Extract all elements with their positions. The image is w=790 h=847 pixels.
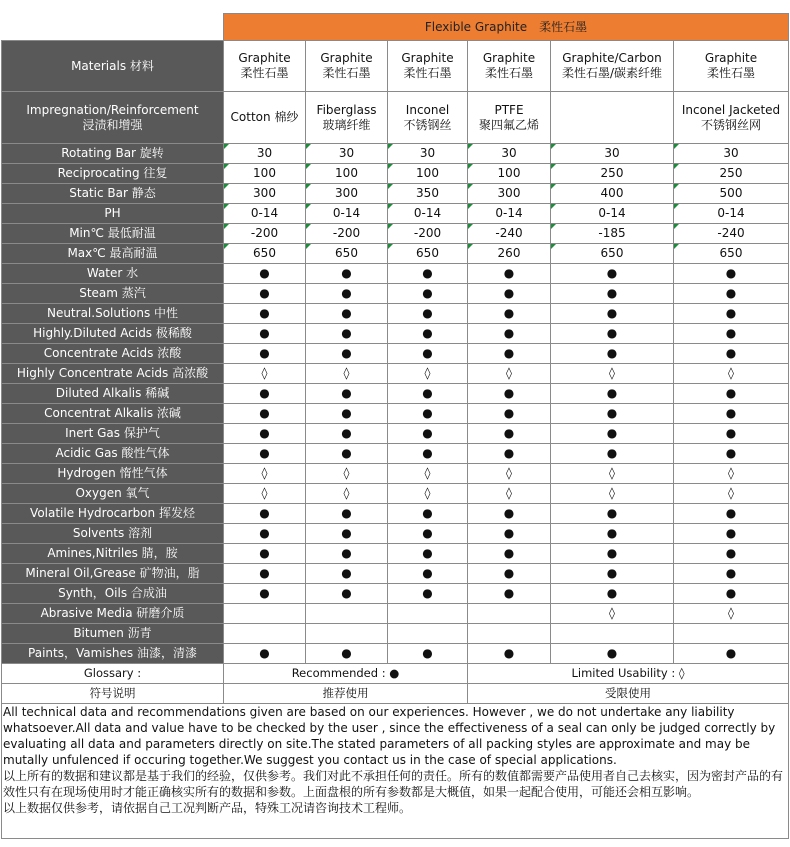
value-cell bbox=[224, 604, 306, 624]
value-cell: ● bbox=[468, 344, 551, 364]
row-label: Hydrogen 惰性气体 bbox=[2, 464, 224, 484]
value-cell: ● bbox=[306, 284, 388, 304]
value-cell: ◊ bbox=[388, 464, 468, 484]
material-cn: 柔性石墨 bbox=[707, 66, 756, 80]
value-cell: ● bbox=[224, 264, 306, 284]
value-cell: ● bbox=[551, 324, 674, 344]
media-row bbox=[2, 544, 789, 564]
reinforcement-en: Inconel Jacketed bbox=[681, 102, 781, 117]
value-cell: ● bbox=[388, 564, 468, 584]
value-cell: ◊ bbox=[388, 484, 468, 504]
value-cell: -240 bbox=[468, 224, 551, 244]
reinforcement-cell bbox=[388, 92, 468, 144]
value-cell: ◊ bbox=[551, 464, 674, 484]
value-cell: ● bbox=[306, 564, 388, 584]
value-cell: ● bbox=[468, 404, 551, 424]
value-cell: ● bbox=[468, 584, 551, 604]
row-label: Concentrate Acids 浓酸 bbox=[2, 344, 224, 364]
row-label: Bitumen 沥青 bbox=[2, 624, 224, 644]
row-label: Concentrat Alkalis 浓碱 bbox=[2, 404, 224, 424]
value-cell: ● bbox=[674, 564, 789, 584]
material-cn: 柔性石墨 bbox=[240, 66, 289, 80]
value-cell: ● bbox=[468, 564, 551, 584]
value-cell: ● bbox=[388, 384, 468, 404]
value-cell bbox=[551, 624, 674, 644]
value-cell: ◊ bbox=[674, 364, 789, 384]
media-row bbox=[2, 324, 789, 344]
material-en: Graphite bbox=[320, 51, 373, 65]
value-cell: ● bbox=[468, 324, 551, 344]
param-row bbox=[2, 144, 789, 164]
value-cell: 250 bbox=[674, 164, 789, 184]
value-cell: ● bbox=[224, 564, 306, 584]
value-cell: 400 bbox=[551, 184, 674, 204]
material-cn: 柔性石墨 bbox=[403, 66, 452, 80]
glossary-limited: Limited Usability : ◊ bbox=[468, 664, 789, 684]
reinforcement-cn: 聚四氟乙烯 bbox=[478, 117, 539, 132]
value-cell: ● bbox=[306, 324, 388, 344]
row-label-impregnation: Impregnation/Reinforcement 浸渍和增强 bbox=[2, 92, 224, 144]
value-cell: 0-14 bbox=[674, 204, 789, 224]
media-row bbox=[2, 344, 789, 364]
value-cell: ● bbox=[388, 524, 468, 544]
material-cell bbox=[224, 41, 306, 92]
value-cell: ● bbox=[468, 384, 551, 404]
reinforcement-cn: 不锈钢丝网 bbox=[701, 117, 762, 132]
value-cell: ● bbox=[674, 384, 789, 404]
row-label: Rotating Bar 旋转 bbox=[2, 144, 224, 164]
material-en: Graphite/Carbon bbox=[562, 51, 662, 65]
value-cell: 500 bbox=[674, 184, 789, 204]
reinforcement-cell bbox=[551, 92, 674, 144]
value-cell: ● bbox=[224, 584, 306, 604]
row-label: Mineral Oil,Grease 矿物油，脂 bbox=[2, 564, 224, 584]
value-cell: 300 bbox=[468, 184, 551, 204]
media-row bbox=[2, 304, 789, 324]
value-cell: ◊ bbox=[224, 364, 306, 384]
material-cn: 柔性石墨 bbox=[322, 66, 371, 80]
value-cell: 650 bbox=[388, 244, 468, 264]
value-cell: ● bbox=[388, 544, 468, 564]
value-cell: ● bbox=[224, 444, 306, 464]
value-cell: ● bbox=[468, 304, 551, 324]
value-cell: ● bbox=[674, 644, 789, 664]
row-label: Inert Gas 保护气 bbox=[2, 424, 224, 444]
value-cell: -200 bbox=[388, 224, 468, 244]
reinforcement-en: Fiberglass bbox=[316, 102, 377, 117]
value-cell: 0-14 bbox=[468, 204, 551, 224]
value-cell: ● bbox=[388, 424, 468, 444]
reinforcement-cn: 玻璃纤维 bbox=[322, 117, 371, 132]
param-row bbox=[2, 244, 789, 264]
value-cell: ◊ bbox=[674, 464, 789, 484]
value-cell: 0-14 bbox=[306, 204, 388, 224]
value-cell: ● bbox=[224, 404, 306, 424]
value-cell: ◊ bbox=[306, 364, 388, 384]
value-cell: ● bbox=[551, 424, 674, 444]
row-label: Max℃ 最高耐温 bbox=[2, 244, 224, 264]
value-cell: ● bbox=[468, 504, 551, 524]
value-cell: ● bbox=[468, 544, 551, 564]
value-cell bbox=[306, 624, 388, 644]
media-row bbox=[2, 524, 789, 544]
value-cell bbox=[388, 624, 468, 644]
value-cell: ● bbox=[224, 424, 306, 444]
value-cell: ● bbox=[388, 304, 468, 324]
value-cell: ● bbox=[306, 644, 388, 664]
glossary-recommended-cn: 推荐使用 bbox=[224, 684, 468, 704]
value-cell: 30 bbox=[224, 144, 306, 164]
value-cell: ● bbox=[306, 504, 388, 524]
spec-table bbox=[1, 13, 789, 839]
value-cell: ● bbox=[306, 584, 388, 604]
value-cell: 250 bbox=[551, 164, 674, 184]
value-cell: ● bbox=[306, 444, 388, 464]
value-cell: ● bbox=[674, 284, 789, 304]
value-cell: ● bbox=[224, 284, 306, 304]
material-cell bbox=[306, 41, 388, 92]
value-cell: ● bbox=[468, 524, 551, 544]
disclaimer-cn-short: 以上数据仅供参考，请依据自己工况判断产品，特殊工况请咨询技术工程师。 bbox=[3, 801, 412, 815]
value-cell: ● bbox=[468, 264, 551, 284]
row-label: Solvents 溶剂 bbox=[2, 524, 224, 544]
material-en: Graphite bbox=[401, 51, 454, 65]
value-cell: ● bbox=[674, 444, 789, 464]
value-cell: 300 bbox=[306, 184, 388, 204]
value-cell: ● bbox=[551, 564, 674, 584]
value-cell: 650 bbox=[224, 244, 306, 264]
row-label: Neutral.Solutions 中性 bbox=[2, 304, 224, 324]
row-label: Diluted Alkalis 稀碱 bbox=[2, 384, 224, 404]
value-cell: ● bbox=[224, 324, 306, 344]
value-cell: ◊ bbox=[674, 604, 789, 624]
value-cell: -185 bbox=[551, 224, 674, 244]
value-cell: 350 bbox=[388, 184, 468, 204]
value-cell: 650 bbox=[306, 244, 388, 264]
value-cell: 30 bbox=[468, 144, 551, 164]
value-cell: ● bbox=[551, 304, 674, 324]
value-cell: ● bbox=[388, 264, 468, 284]
glossary-limited-cn: 受限使用 bbox=[468, 684, 789, 704]
value-cell: 0-14 bbox=[224, 204, 306, 224]
media-row bbox=[2, 564, 789, 584]
value-cell: ● bbox=[551, 404, 674, 424]
value-cell: ● bbox=[224, 384, 306, 404]
media-row bbox=[2, 284, 789, 304]
media-row bbox=[2, 484, 789, 504]
value-cell: ● bbox=[551, 524, 674, 544]
media-row bbox=[2, 504, 789, 524]
value-cell: 30 bbox=[388, 144, 468, 164]
reinforcement-en: PTFE bbox=[494, 102, 524, 117]
media-row bbox=[2, 404, 789, 424]
row-label: PH bbox=[2, 204, 224, 224]
value-cell: ● bbox=[551, 344, 674, 364]
value-cell: ● bbox=[306, 304, 388, 324]
value-cell: ● bbox=[388, 584, 468, 604]
value-cell: ● bbox=[674, 304, 789, 324]
value-cell: ● bbox=[674, 404, 789, 424]
value-cell: ● bbox=[468, 644, 551, 664]
header-blank bbox=[2, 14, 224, 41]
value-cell: ● bbox=[306, 404, 388, 424]
value-cell: 0-14 bbox=[551, 204, 674, 224]
value-cell: ● bbox=[551, 264, 674, 284]
reinforcement-cn: 不锈钢丝 bbox=[403, 117, 452, 132]
value-cell: ● bbox=[674, 344, 789, 364]
material-cell bbox=[674, 41, 789, 92]
value-cell bbox=[224, 624, 306, 644]
value-cell: ● bbox=[224, 644, 306, 664]
reinforcement-en: Cotton 棉纱 bbox=[230, 110, 299, 124]
value-cell: ◊ bbox=[551, 604, 674, 624]
material-en: Graphite bbox=[482, 51, 536, 65]
value-cell: ● bbox=[674, 584, 789, 604]
material-cell bbox=[551, 41, 674, 92]
reinforcement-cell bbox=[468, 92, 551, 144]
value-cell: 100 bbox=[388, 164, 468, 184]
value-cell: ◊ bbox=[224, 464, 306, 484]
media-row bbox=[2, 424, 789, 444]
value-cell: ● bbox=[468, 424, 551, 444]
table-header: Flexible Graphite 柔性石墨 bbox=[224, 14, 789, 41]
param-row bbox=[2, 224, 789, 244]
disclaimer-en: All technical data and recommendations given are based on our experiences. However , we do not undertake any liability whatsoever.All data and value have to be checked by the user , since the effectiveness of a seal can only be judged correctly by evaluating all data and parameters directly on site.The stated parameters of all packing styles are approximate and may be mutally unfulenced if occuring together.We suggest you contact us in the case of special applications. bbox=[3, 705, 776, 767]
value-cell: ● bbox=[224, 544, 306, 564]
value-cell: ● bbox=[674, 504, 789, 524]
row-label: Highly.Diluted Acids 极稀酸 bbox=[2, 324, 224, 344]
value-cell: ● bbox=[551, 644, 674, 664]
value-cell: ● bbox=[306, 264, 388, 284]
value-cell: ● bbox=[306, 344, 388, 364]
value-cell: ● bbox=[388, 344, 468, 364]
value-cell bbox=[674, 624, 789, 644]
disclaimer-notes bbox=[2, 704, 789, 839]
value-cell: ● bbox=[388, 444, 468, 464]
value-cell: ● bbox=[674, 524, 789, 544]
value-cell: ● bbox=[551, 284, 674, 304]
value-cell bbox=[306, 604, 388, 624]
value-cell: 30 bbox=[551, 144, 674, 164]
value-cell: 100 bbox=[468, 164, 551, 184]
value-cell: ● bbox=[551, 504, 674, 524]
row-label: Abrasive Media 研磨介质 bbox=[2, 604, 224, 624]
row-label: Acidic Gas 酸性气体 bbox=[2, 444, 224, 464]
value-cell: -240 bbox=[674, 224, 789, 244]
value-cell: ◊ bbox=[468, 464, 551, 484]
media-row bbox=[2, 464, 789, 484]
value-cell: 300 bbox=[224, 184, 306, 204]
material-cell bbox=[468, 41, 551, 92]
material-cell bbox=[388, 41, 468, 92]
value-cell: ◊ bbox=[551, 364, 674, 384]
row-label: Amines,Nitriles 腈，胺 bbox=[2, 544, 224, 564]
reinforcement-cell bbox=[674, 92, 789, 144]
value-cell: ● bbox=[468, 444, 551, 464]
value-cell: ◊ bbox=[551, 484, 674, 504]
media-row bbox=[2, 364, 789, 384]
media-row bbox=[2, 444, 789, 464]
row-label: Static Bar 静态 bbox=[2, 184, 224, 204]
value-cell: 30 bbox=[674, 144, 789, 164]
row-label: Reciprocating 往复 bbox=[2, 164, 224, 184]
value-cell: 100 bbox=[224, 164, 306, 184]
param-row bbox=[2, 184, 789, 204]
value-cell: ◊ bbox=[388, 364, 468, 384]
value-cell: ◊ bbox=[468, 484, 551, 504]
value-cell: ● bbox=[388, 644, 468, 664]
row-label: Water 水 bbox=[2, 264, 224, 284]
row-label: Paints，Vamishes 油漆，清漆 bbox=[2, 644, 224, 664]
value-cell: ◊ bbox=[224, 484, 306, 504]
value-cell: ● bbox=[551, 544, 674, 564]
value-cell bbox=[388, 604, 468, 624]
disclaimer-cn: 以上所有的数据和建议都是基于我们的经验，仅供参考。我们对此不承担任何的责任。所有的数值都需要产品使用者自己去核实，因为密封产品的有效性只有在现场使用时才能正确核实所有的数据和参数。上面盘根的所有参数都是大概值，如果一起配合使用，可能还会相互影响。 bbox=[3, 769, 784, 799]
value-cell: ● bbox=[551, 444, 674, 464]
value-cell: ● bbox=[674, 544, 789, 564]
value-cell: ● bbox=[306, 384, 388, 404]
media-row bbox=[2, 604, 789, 624]
value-cell: 100 bbox=[306, 164, 388, 184]
row-label: Steam 蒸汽 bbox=[2, 284, 224, 304]
reinforcement-cell bbox=[224, 92, 306, 144]
value-cell: ● bbox=[224, 304, 306, 324]
value-cell bbox=[468, 604, 551, 624]
material-cn: 柔性石墨/碳素纤维 bbox=[561, 66, 663, 80]
value-cell: 650 bbox=[674, 244, 789, 264]
row-label: Volatile Hydrocarbon 挥发烃 bbox=[2, 504, 224, 524]
value-cell: ● bbox=[551, 384, 674, 404]
value-cell: ● bbox=[388, 404, 468, 424]
reinforcement-en: Inconel bbox=[405, 102, 450, 117]
value-cell: ● bbox=[306, 424, 388, 444]
media-row bbox=[2, 584, 789, 604]
value-cell: ◊ bbox=[674, 484, 789, 504]
glossary-recommended: Recommended : ● bbox=[224, 664, 468, 684]
value-cell: ● bbox=[674, 424, 789, 444]
param-row bbox=[2, 164, 789, 184]
value-cell: ● bbox=[224, 344, 306, 364]
value-cell: ● bbox=[551, 584, 674, 604]
value-cell: ● bbox=[306, 524, 388, 544]
value-cell: ● bbox=[674, 264, 789, 284]
material-cn: 柔性石墨 bbox=[484, 66, 533, 80]
value-cell: ● bbox=[388, 504, 468, 524]
value-cell: ● bbox=[468, 284, 551, 304]
value-cell: ◊ bbox=[306, 464, 388, 484]
material-en: Graphite bbox=[238, 51, 291, 65]
value-cell: ● bbox=[306, 544, 388, 564]
media-row bbox=[2, 264, 789, 284]
value-cell: -200 bbox=[224, 224, 306, 244]
media-row bbox=[2, 624, 789, 644]
row-label: Highly Concentrate Acids 高浓酸 bbox=[2, 364, 224, 384]
material-en: Graphite bbox=[704, 51, 758, 65]
value-cell: 0-14 bbox=[388, 204, 468, 224]
value-cell: 260 bbox=[468, 244, 551, 264]
value-cell: ● bbox=[388, 284, 468, 304]
glossary-label-cn: 符号说明 bbox=[2, 684, 224, 704]
media-row bbox=[2, 644, 789, 664]
reinforcement-cell bbox=[306, 92, 388, 144]
value-cell: ● bbox=[674, 324, 789, 344]
row-label: Oxygen 氧气 bbox=[2, 484, 224, 504]
value-cell: ◊ bbox=[468, 364, 551, 384]
value-cell: ● bbox=[224, 504, 306, 524]
row-label-materials: Materials 材料 bbox=[2, 41, 224, 92]
value-cell: 650 bbox=[551, 244, 674, 264]
row-label: Min℃ 最低耐温 bbox=[2, 224, 224, 244]
value-cell: ● bbox=[388, 324, 468, 344]
glossary-label: Glossary : bbox=[2, 664, 224, 684]
value-cell: ● bbox=[224, 524, 306, 544]
value-cell: ◊ bbox=[306, 484, 388, 504]
value-cell: -200 bbox=[306, 224, 388, 244]
param-row bbox=[2, 204, 789, 224]
row-label: Synth，Oils 合成油 bbox=[2, 584, 224, 604]
value-cell: 30 bbox=[306, 144, 388, 164]
media-row bbox=[2, 384, 789, 404]
value-cell bbox=[468, 624, 551, 644]
